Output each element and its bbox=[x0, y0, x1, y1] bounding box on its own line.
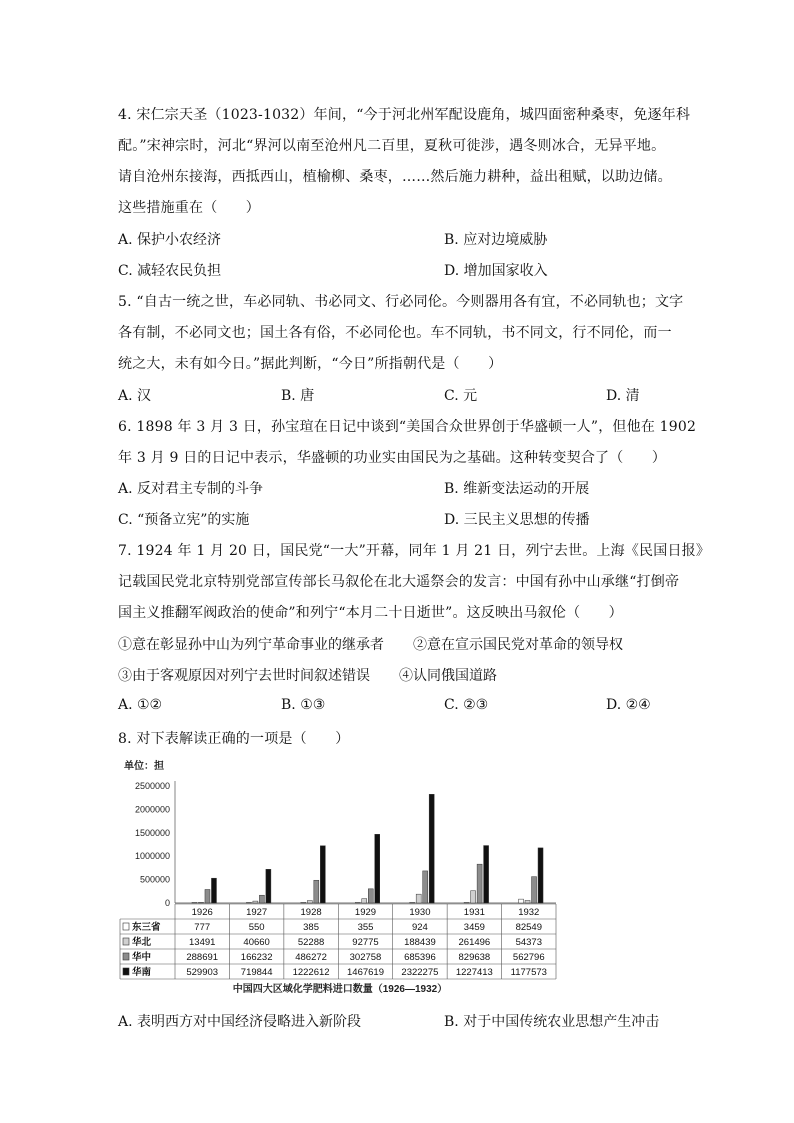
bar bbox=[320, 846, 325, 903]
bar bbox=[266, 869, 271, 903]
q4-option-d[interactable]: D. 增加国家收入 bbox=[444, 263, 548, 279]
data-label: 355 bbox=[357, 922, 374, 933]
x-tick-label: 1930 bbox=[409, 907, 431, 918]
q5-line-3: 统之大，未有如今日。”据此判断，“今日”所指朝代是（ ） bbox=[118, 356, 503, 372]
q4-line-1: 4. 宋仁宗天圣（1023-1032）年间，“今于河北州军配设鹿角，城四面密种桑枣，免逐年科 bbox=[118, 107, 691, 123]
data-label: 13491 bbox=[189, 937, 216, 948]
chart-svg bbox=[118, 758, 563, 998]
legend-swatch bbox=[123, 968, 129, 975]
bar bbox=[301, 902, 306, 903]
y-tick-label: 500000 bbox=[139, 874, 170, 885]
data-label: 166232 bbox=[240, 952, 273, 963]
legend-label: 东三省 bbox=[132, 922, 161, 933]
x-tick-label: 1928 bbox=[300, 907, 322, 918]
fertilizer-import-chart bbox=[118, 758, 563, 998]
q7-option-a[interactable]: A. ①② bbox=[118, 697, 163, 713]
bar bbox=[410, 902, 415, 903]
bar bbox=[355, 902, 360, 903]
bar bbox=[253, 901, 258, 903]
q7-option-d[interactable]: D. ②④ bbox=[606, 697, 651, 713]
q7-item-4: ④认同俄国道路 bbox=[399, 668, 497, 684]
data-label: 719844 bbox=[240, 967, 273, 978]
data-label: 54373 bbox=[515, 937, 542, 948]
bar bbox=[429, 794, 434, 903]
data-label: 924 bbox=[411, 922, 428, 933]
bar bbox=[368, 889, 373, 903]
q5-option-a[interactable]: A. 汉 bbox=[118, 388, 152, 404]
legend-swatch bbox=[123, 923, 129, 930]
x-tick-label: 1927 bbox=[246, 907, 268, 918]
bar bbox=[464, 902, 469, 903]
q7-item-2: ②意在宣示国民党对革命的领导权 bbox=[413, 637, 623, 653]
q7-option-c[interactable]: C. ②③ bbox=[444, 697, 489, 713]
bar bbox=[307, 901, 312, 903]
legend-swatch bbox=[123, 953, 129, 960]
data-label: 188439 bbox=[404, 937, 436, 948]
legend-label: 华南 bbox=[132, 967, 152, 978]
y-tick-label: 1500000 bbox=[134, 827, 170, 838]
q7-item-3: ③由于客观原因对列宁去世时间叙述错误 bbox=[118, 668, 370, 684]
q6-option-a[interactable]: A. 反对君主专制的斗争 bbox=[118, 481, 264, 497]
q5-option-b[interactable]: B. 唐 bbox=[281, 388, 315, 404]
q8-option-a[interactable]: A. 表明西方对中国经济侵略进入新阶段 bbox=[118, 1014, 362, 1030]
chart-unit-label: 单位：担 bbox=[124, 761, 164, 772]
q5-line-2: 各有制，不必同文也；国土各有俗，不必同伦也。车不同轨，书不同文，行不同伦，而一 bbox=[118, 325, 672, 341]
y-tick-label: 2000000 bbox=[134, 804, 170, 815]
q5-option-c[interactable]: C. 元 bbox=[444, 388, 478, 404]
data-label: 1467619 bbox=[347, 967, 384, 978]
data-label: 562796 bbox=[512, 952, 545, 963]
bar bbox=[205, 889, 210, 903]
data-label: 1222612 bbox=[292, 967, 330, 978]
bar bbox=[362, 899, 367, 903]
data-label: 261496 bbox=[458, 937, 491, 948]
q5-option-d[interactable]: D. 清 bbox=[606, 388, 640, 404]
bar bbox=[314, 880, 319, 903]
y-tick-label: 2500000 bbox=[134, 781, 170, 791]
bar bbox=[538, 848, 543, 903]
bar bbox=[423, 871, 428, 903]
bar bbox=[246, 902, 251, 903]
q6-option-d[interactable]: D. 三民主义思想的传播 bbox=[444, 512, 590, 528]
q4-option-a[interactable]: A. 保护小农经济 bbox=[118, 232, 222, 248]
bar bbox=[471, 891, 476, 903]
data-label: 385 bbox=[303, 922, 320, 933]
q7-option-b[interactable]: B. ①③ bbox=[281, 697, 326, 713]
bar bbox=[519, 899, 524, 903]
y-tick-label: 1000000 bbox=[134, 851, 170, 862]
bar bbox=[259, 895, 264, 903]
data-label: 777 bbox=[194, 922, 211, 933]
x-tick-label: 1926 bbox=[191, 907, 213, 918]
q6-option-c[interactable]: C. “预备立宪”的实施 bbox=[118, 512, 250, 528]
q7-line-3: 国主义推翻军阀政治的使命”和列宁“本月二十日逝世”。这反映出马叙伦（ ） bbox=[118, 605, 623, 621]
bar bbox=[198, 902, 203, 903]
q7-line-1: 7. 1924 年 1 月 20 日，国民党“一大”开幕，同年 1 月 21 日，列宁去世。上海《民国日报》 bbox=[118, 543, 711, 559]
data-label: 550 bbox=[248, 922, 265, 933]
data-label: 1177573 bbox=[510, 967, 547, 978]
q4-line-2: 配。”宋神宗时，河北“界河以南至沧州凡二百里，夏秋可徙涉，遇冬则冰合，无异平地。 bbox=[118, 138, 666, 154]
data-label: 3459 bbox=[463, 922, 485, 933]
legend-label: 华中 bbox=[132, 952, 152, 963]
q8-option-b[interactable]: B. 对于中国传统农业思想产生冲击 bbox=[444, 1014, 660, 1030]
data-label: 92775 bbox=[352, 937, 379, 948]
q8-stem: 8. 对下表解读正确的一项是（ ） bbox=[118, 731, 350, 747]
data-label: 486272 bbox=[295, 952, 327, 963]
data-label: 288691 bbox=[186, 952, 219, 963]
data-label: 82549 bbox=[515, 922, 542, 933]
legend-swatch bbox=[123, 938, 129, 945]
data-label: 829638 bbox=[458, 952, 491, 963]
q6-line-2: 年 3 月 9 日的日记中表示，华盛顿的功业实由国民为之基础。这种转变契合了（ ） bbox=[118, 450, 667, 466]
bar bbox=[375, 834, 380, 903]
q6-option-b[interactable]: B. 维新变法运动的开展 bbox=[444, 481, 590, 497]
bar bbox=[532, 877, 537, 903]
data-label: 40660 bbox=[243, 937, 270, 948]
q4-option-b[interactable]: B. 应对边境威胁 bbox=[444, 232, 548, 248]
q4-option-c[interactable]: C. 减轻农民负担 bbox=[118, 263, 222, 279]
data-label: 529903 bbox=[186, 967, 219, 978]
bar bbox=[477, 864, 482, 903]
bar bbox=[192, 902, 197, 903]
legend-label: 华北 bbox=[132, 937, 152, 948]
data-label: 302758 bbox=[349, 952, 382, 963]
q7-line-2: 记载国民党北京特别党部宣传部长马叙伦在北大遥祭会的发言：中国有孙中山承继“打倒帝 bbox=[118, 574, 680, 590]
q4-line-4: 这些措施重在（ ） bbox=[118, 200, 260, 216]
chart-caption: 中国四大区域化学肥料进口数量（1926—1932） bbox=[232, 984, 448, 995]
x-tick-label: 1932 bbox=[518, 907, 540, 918]
x-tick-label: 1929 bbox=[354, 907, 377, 918]
q7-item-1: ①意在彰显孙中山为列宁革命事业的继承者 bbox=[118, 637, 384, 653]
q6-line-1: 6. 1898 年 3 月 3 日，孙宝瑄在日记中谈到“美国合众世界创于华盛顿一人”，但他在 1902 bbox=[118, 419, 697, 435]
q5-line-1: 5. “自古一统之世，车必同轨、书必同文、行必同伦。今则器用各有宜，不必同轨也；文字 bbox=[118, 294, 684, 310]
data-label: 52288 bbox=[297, 937, 325, 948]
bar bbox=[211, 878, 216, 903]
y-tick-label: 0 bbox=[164, 898, 170, 908]
bar bbox=[416, 894, 421, 903]
data-label: 685396 bbox=[404, 952, 436, 963]
q4-line-3: 请自沧州东接海，西抵西山，植榆柳、桑枣，……然后施力耕种，益出租赋，以助边储。 bbox=[118, 169, 672, 185]
data-label: 1227413 bbox=[455, 967, 493, 978]
x-tick-label: 1931 bbox=[463, 907, 485, 918]
data-label: 2322275 bbox=[401, 967, 439, 978]
bar bbox=[525, 900, 530, 903]
bar bbox=[484, 846, 489, 903]
